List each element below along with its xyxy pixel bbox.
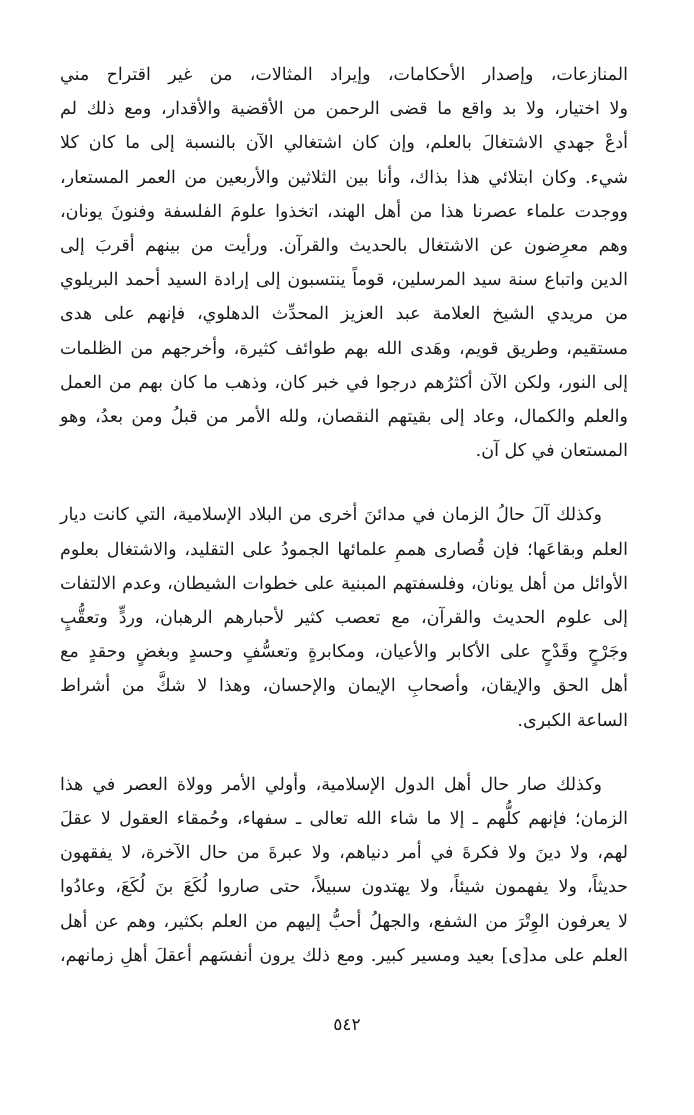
text-line: وكذلك صار حال أهل الدول الإسلامية، وأولي الأمر وولاة العصر في هذا bbox=[60, 774, 602, 795]
text-line: ووجدت علماء عصرنا هذا من أهل الهند، اتخذوا علومَ الفلسفة وفنونَ يونان، bbox=[60, 201, 628, 222]
text-line: الساعة الكبرى. bbox=[517, 710, 628, 731]
text-line: الأوائل من أهل يونان، وفلسفتهم المبنية على خطوات الشيطان، وعدم الالتفات bbox=[60, 573, 628, 594]
text-line: إلى النور، ولكن الآن أكثرُهم درجوا في خبر كان، وذهب ما كان بهم من العمل bbox=[60, 372, 628, 393]
text-line: وكذلك آلَ حالُ الزمان في مدائنَ أخرى من البلاد الإسلامية، التي كانت ديار bbox=[60, 505, 602, 526]
text-line: حديثاً، ولا يفهمون شيئاً، ولا يهتدون سبيلاً، حتى صاروا لُكَعَ بنَ لُكَعَ، وعادُوا bbox=[60, 877, 628, 898]
paragraph-2 bbox=[60, 498, 628, 737]
page-number: ٥٤٢ bbox=[333, 1015, 361, 1035]
paragraph-1 bbox=[60, 58, 628, 468]
paragraph-3 bbox=[60, 768, 628, 973]
text-line: المنازعات، وإصدار الأحكامات، وإيراد المثالات، من غير اقتراح مني bbox=[60, 65, 628, 85]
text-line: من مريدي الشيخ العلامة عبد العزيز المحدِّث الدهلوي، فإنهم على هدى bbox=[60, 304, 628, 325]
text-line: لا يعرفون الوِتْرَ من الشفع، والجهلُ أحبُّ إليهم من العلم بكثير، وهم عن أهل bbox=[60, 911, 628, 932]
text-line: أهل الحق والإيقان، وأصحابِ الإيمان والإحسان، وهذا لا شكَّ من أشراط bbox=[60, 676, 628, 697]
text-line: وجَرْحٍ وقَدْحٍ على الأكابر والأعيان، ومكابرةٍ وتعسُّفٍ وحسدٍ وبغضٍ وحقدٍ مع bbox=[60, 642, 628, 663]
text-line: أدعْ جهدي الاشتغالَ بالعلم، وإن كان اشتغالي الآن بالنسبة إلى ما كان كلا bbox=[60, 133, 628, 154]
text-line: شيء. وكان ابتلائي هذا بذاك، وأنا بين الثلاثين والأربعين من العمر المستعار، bbox=[60, 167, 628, 188]
text-line: المستعان في كل آن. bbox=[475, 441, 628, 462]
text-line: لهم، ولا دينَ ولا فكرةَ في أمر دنياهم، ولا عبرةَ من حال الآخرة، لا يفقهون bbox=[60, 843, 628, 864]
text-line: إلى علوم الحديث والقرآن، مع تعصب كثير لأحبارهم الرهبان، وردٍّ وتعقُّبٍ bbox=[60, 608, 628, 629]
text-line: الدين واتباع سنة سيد المرسلين، قوماً ينتسبون إلى إرادة السيد أحمد البريلوي bbox=[60, 270, 628, 291]
text-line: العلم وبقاعَها؛ فإن قُصارى هممِ علمائها الجمودُ على التقليد، والاشتغال بعلوم bbox=[60, 539, 628, 560]
text-line: الزمان؛ فإنهم كلُّهم ـ إلا ما شاء الله تعالى ـ سفهاء، وحُمقاء العقول لا عقلَ bbox=[60, 809, 628, 830]
page-text bbox=[60, 58, 628, 973]
text-line: العلم على مد[ى] بعيد ومسير كبير. ومع ذلك يرون أنفسَهم أعقلَ أهلِ زمانهم، bbox=[60, 945, 628, 966]
text-line: والعلم والكمال، وعاد إلى بقيتهم النقصان، ولله الأمر من قبلُ ومن بعدُ، وهو bbox=[60, 407, 628, 428]
text-line: ولا اختيار، ولا بد واقع ما قضى الرحمن من الأقضية والأقدار، ومع ذلك لم bbox=[60, 99, 628, 120]
text-line: وهم معرِضون عن الاشتغال بالحديث والقرآن. ورأيت من بينهم أقربَ إلى bbox=[60, 236, 628, 257]
text-line: مستقيم، وطريق قويم، وهَدى الله بهم طوائف كثيرة، وأخرجهم من الظلمات bbox=[60, 338, 628, 359]
